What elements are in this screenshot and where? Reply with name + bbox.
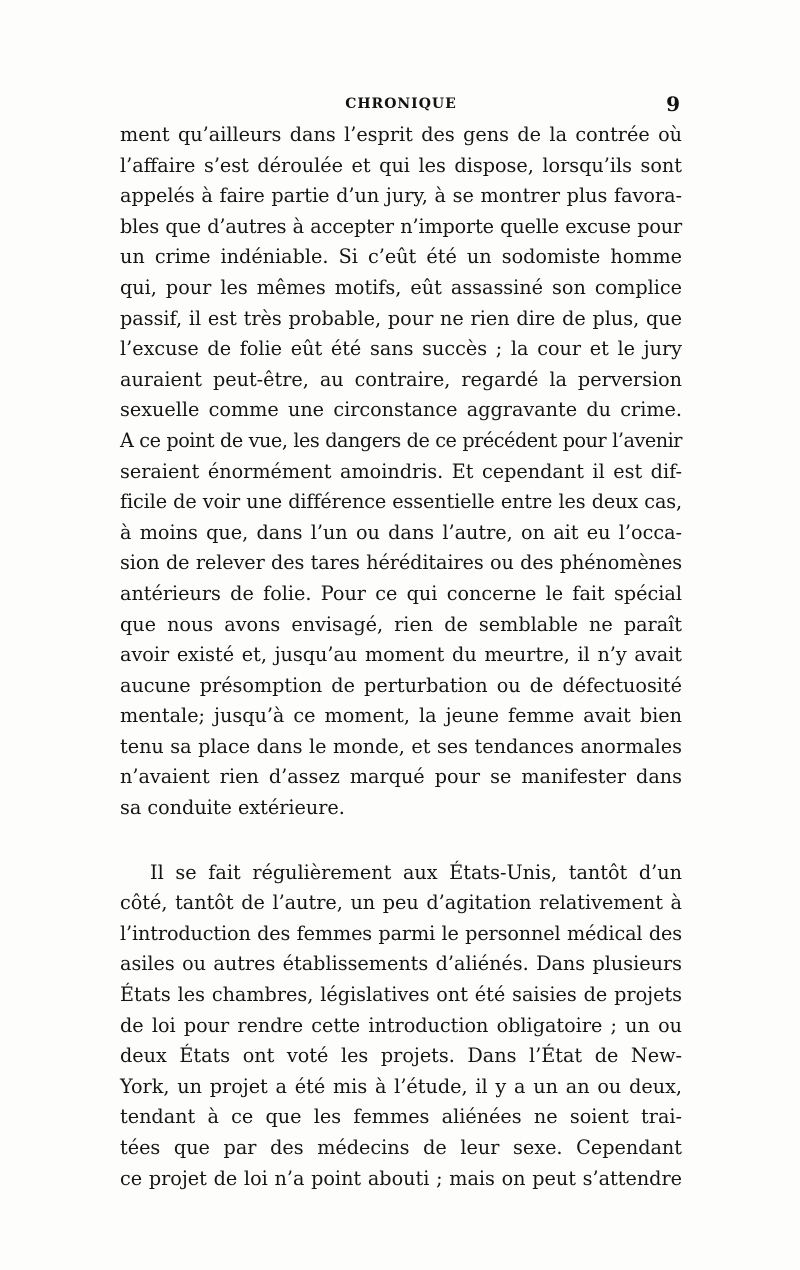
paragraph-2 xyxy=(120,858,682,1195)
paragraph-gap xyxy=(120,824,682,858)
text-line: un crime indéniable. Si c’eût été un sodomiste homme xyxy=(120,245,682,269)
text-line: tenu sa place dans le monde, et ses tendances anormales xyxy=(120,734,682,758)
text-line: A ce point de vue, les dangers de ce précédent pour l’avenir xyxy=(120,428,682,452)
text-line: à moins que, dans l’un ou dans l’autre, on ait eu l’occa- xyxy=(120,520,682,544)
text-line: York, un projet a été mis à l’étude, il y a un an ou deux, xyxy=(120,1074,682,1098)
text-line: antérieurs de folie. Pour ce qui concerne le fait spécial xyxy=(120,581,682,605)
text-line: seraient énormément amoindris. Et cependant il est dif- xyxy=(120,459,682,483)
text-line: sexuelle comme une circonstance aggravante du crime. xyxy=(120,398,682,422)
page-number: 9 xyxy=(666,92,680,116)
paragraph-1 xyxy=(120,120,682,824)
text-line: tées que par des médecins de leur sexe. Cependant xyxy=(120,1136,682,1159)
text-line: deux États ont voté les projets. Dans l’État de New- xyxy=(120,1044,682,1068)
text-line: qui, pour les mêmes motifs, eût assassiné son complice xyxy=(120,275,682,299)
text-line: ce projet de loi n’a point abouti ; mais on peut s’attendre xyxy=(120,1166,682,1190)
text-line: passif, il est très probable, pour ne rien dire de plus, que xyxy=(120,306,682,330)
text-line: Il se fait régulièrement aux États-Unis, tantôt d’un xyxy=(150,860,682,884)
text-line: côté, tantôt de l’autre, un peu d’agitation relativement à xyxy=(120,891,682,915)
text-line: États les chambres, législatives ont été saisies de projets xyxy=(120,983,682,1007)
text-line: de loi pour rendre cette introduction obligatoire ; un ou xyxy=(120,1013,682,1037)
text-line: sa conduite extérieure. xyxy=(120,796,345,820)
text-line: que nous avons envisagé, rien de semblable ne paraît xyxy=(120,612,682,636)
text-line: l’affaire s’est déroulée et qui les dispose, lorsqu’ils sont xyxy=(120,153,682,177)
body-text xyxy=(120,120,682,1194)
text-line: ment qu’ailleurs dans l’esprit des gens de la contrée où xyxy=(120,123,682,146)
text-line: avoir existé et, jusqu’au moment du meurtre, il n’y avait xyxy=(120,643,682,667)
text-line: sion de relever des tares héréditaires ou des phénomènes xyxy=(120,551,682,575)
text-line: l’introduction des femmes parmi le personnel médical des xyxy=(120,921,682,945)
text-line: appelés à faire partie d’un jury, à se montrer plus favora- xyxy=(120,184,682,208)
text-line: n’avaient rien d’assez marqué pour se manifester dans xyxy=(120,765,682,789)
text-line: auraient peut-être, au contraire, regardé la perversion xyxy=(120,367,682,391)
text-line: mentale; jusqu’à ce moment, la jeune femme avait bien xyxy=(120,704,682,728)
text-line: bles que d’autres à accepter n’importe quelle excuse pour xyxy=(120,214,682,238)
text-line: tendant à ce que les femmes aliénées ne soient trai- xyxy=(120,1105,682,1129)
text-line: l’excuse de folie eût été sans succès ; la cour et le jury xyxy=(120,337,682,361)
text-line: aucune présomption de perturbation ou de défectuosité xyxy=(120,673,682,697)
text-line: ficile de voir une différence essentielle entre les deux cas, xyxy=(120,490,682,514)
text-line: asiles ou autres établissements d’aliénés. Dans plusieurs xyxy=(120,952,682,976)
running-header xyxy=(118,92,684,118)
running-title: CHRONIQUE xyxy=(345,96,457,112)
